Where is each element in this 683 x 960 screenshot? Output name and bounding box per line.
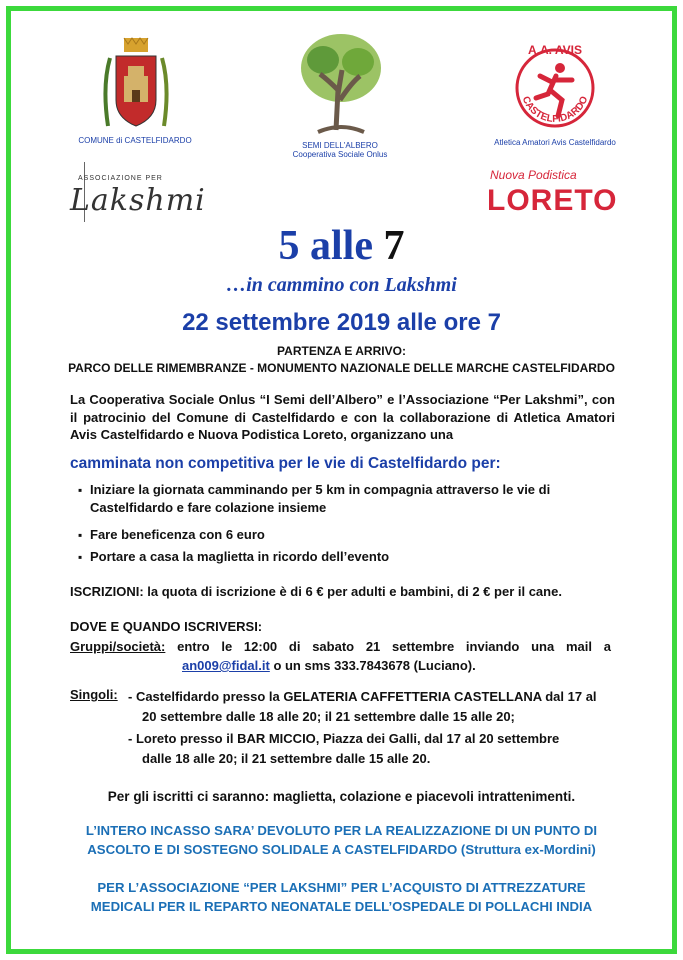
groups-word: settembre — [392, 639, 455, 654]
event-subtitle: …in cammino con Lakshmi — [226, 274, 457, 296]
groups-label: Gruppi/società: — [70, 639, 166, 654]
intro-paragraph: La Cooperativa Sociale Onlus “I Semi dell’Albero” e l’Associazione “Per Lakshmi”, con il patrocinio del Comune di Castelfidardo e con la collaborazione di Atletica Amatori Avis Castelfidardo e Nuova Podistica Loreto, organizzano una — [70, 392, 615, 442]
loreto-logo-name: LORETO — [487, 184, 618, 217]
start-place: PARCO DELLE RIMEMBRANZE - MONUMENTO NAZIONALE DELLE MARCHE CASTELFIDARDO — [68, 361, 615, 375]
groups-word: mail — [565, 639, 592, 654]
singles-label: Singoli: — [70, 687, 118, 702]
singles-item1-line1: - Castelfidardo presso la GELATERIA CAFFETTERIA CASTELLANA dal 17 al — [128, 689, 597, 704]
groups-line — [70, 639, 611, 654]
singles-item1-line2: 20 settembre dalle 18 alle 20; il 21 settembre dalle 15 alle 20; — [142, 709, 515, 724]
semi-dell-albero-tree-logo — [298, 30, 384, 140]
lakshmi-logo-name: Lakshmi — [70, 183, 206, 218]
donation2-line1: PER L’ASSOCIAZIONE “PER LAKSHMI” PER L’ACQUISTO DI ATTREZZATURE — [97, 880, 586, 895]
groups-contact — [182, 658, 476, 673]
avis-runner-logo — [500, 36, 610, 136]
svg-text:CASTELFIDARDO — [520, 95, 591, 125]
bullet-item-2: ▪ Fare beneficenza con 6 euro — [90, 526, 610, 544]
groups-word: 12:00 — [243, 639, 278, 654]
walk-heading: camminata non competitiva per le vie di Castelfidardo per: — [70, 455, 501, 472]
semi-caption-line1: SEMI DELL'ALBERO — [302, 141, 378, 150]
donation1-line2: ASCOLTO E DI SOSTEGNO SOLIDALE A CASTELFIDARDO (Struttura ex-Mordini) — [87, 841, 596, 857]
donation-castelfidardo — [40, 822, 643, 859]
groups-word: le — [221, 639, 233, 654]
bullet-item-3: ▪ Portare a casa la maglietta in ricordo dell’evento — [90, 548, 610, 566]
start-label: PARTENZA E ARRIVO: — [277, 344, 406, 358]
event-title — [0, 222, 683, 270]
comune-caption: COMUNE di CASTELFIDARDO — [78, 136, 192, 145]
sms-contact: o un sms 333.7843678 (Luciano). — [269, 658, 476, 673]
avis-top-text: A.A. AVIS — [527, 43, 583, 57]
event-date: 22 settembre 2019 alle ore 7 — [182, 309, 501, 336]
where-when-heading: DOVE E QUANDO ISCRIVERSI: — [70, 619, 263, 634]
groups-word: di — [288, 639, 301, 654]
avis-caption: Atletica Amatori Avis Castelfidardo — [494, 138, 616, 147]
groups-word: a — [603, 639, 611, 654]
groups-word: 21 — [365, 639, 381, 654]
loreto-logo-top: Nuova Podistica — [490, 168, 577, 182]
title-part2: 7 — [383, 223, 405, 269]
singles-item-loreto — [128, 729, 616, 769]
donation2-line2: MEDICALI PER IL REPARTO NEONATALE DELL’OSPEDALE DI POLLACHI INDIA — [90, 898, 593, 914]
donation1-line1: L’INTERO INCASSO SARA’ DEVOLUTO PER LA REALIZZAZIONE DI UN PUNTO DI — [85, 823, 598, 838]
semi-caption-line2: Cooperativa Sociale Onlus — [292, 150, 388, 159]
castelfidardo-crest-logo — [100, 36, 172, 136]
title-part1: 5 alle — [278, 223, 373, 269]
donation-lakshmi — [40, 879, 643, 916]
participants-note: Per gli iscritti ci saranno: maglietta, colazione e piacevoli intrattenimenti. — [107, 789, 576, 804]
singles-item2-line1: - Loreto presso il BAR MICCIO, Piazza dei Galli, dal 17 al 20 settembre — [128, 731, 560, 746]
singles-item-castelfidardo — [128, 687, 616, 727]
bullet-item-1: ▪ Iniziare la giornata camminando per 5 km in compagnia attraverso le vie di Castelfidardo e fare colazione insieme — [90, 481, 610, 517]
lakshmi-logo-top: ASSOCIAZIONE PER — [78, 175, 163, 182]
singles-item2-line2: dalle 18 alle 20; il 21 settembre dalle 15 alle 20. — [142, 751, 431, 766]
avis-bottom-text: CASTELFIDARDO — [519, 94, 591, 125]
groups-word: inviando — [465, 639, 520, 654]
email-link[interactable]: an009@fidal.it — [182, 658, 270, 673]
groups-word: sabato — [312, 639, 355, 654]
registration-fee: ISCRIZIONI: la quota di iscrizione è di 6 € per adulti e bambini, di 2 € per il cane. — [70, 584, 562, 599]
groups-word: una — [531, 639, 555, 654]
groups-word: entro — [177, 639, 210, 654]
